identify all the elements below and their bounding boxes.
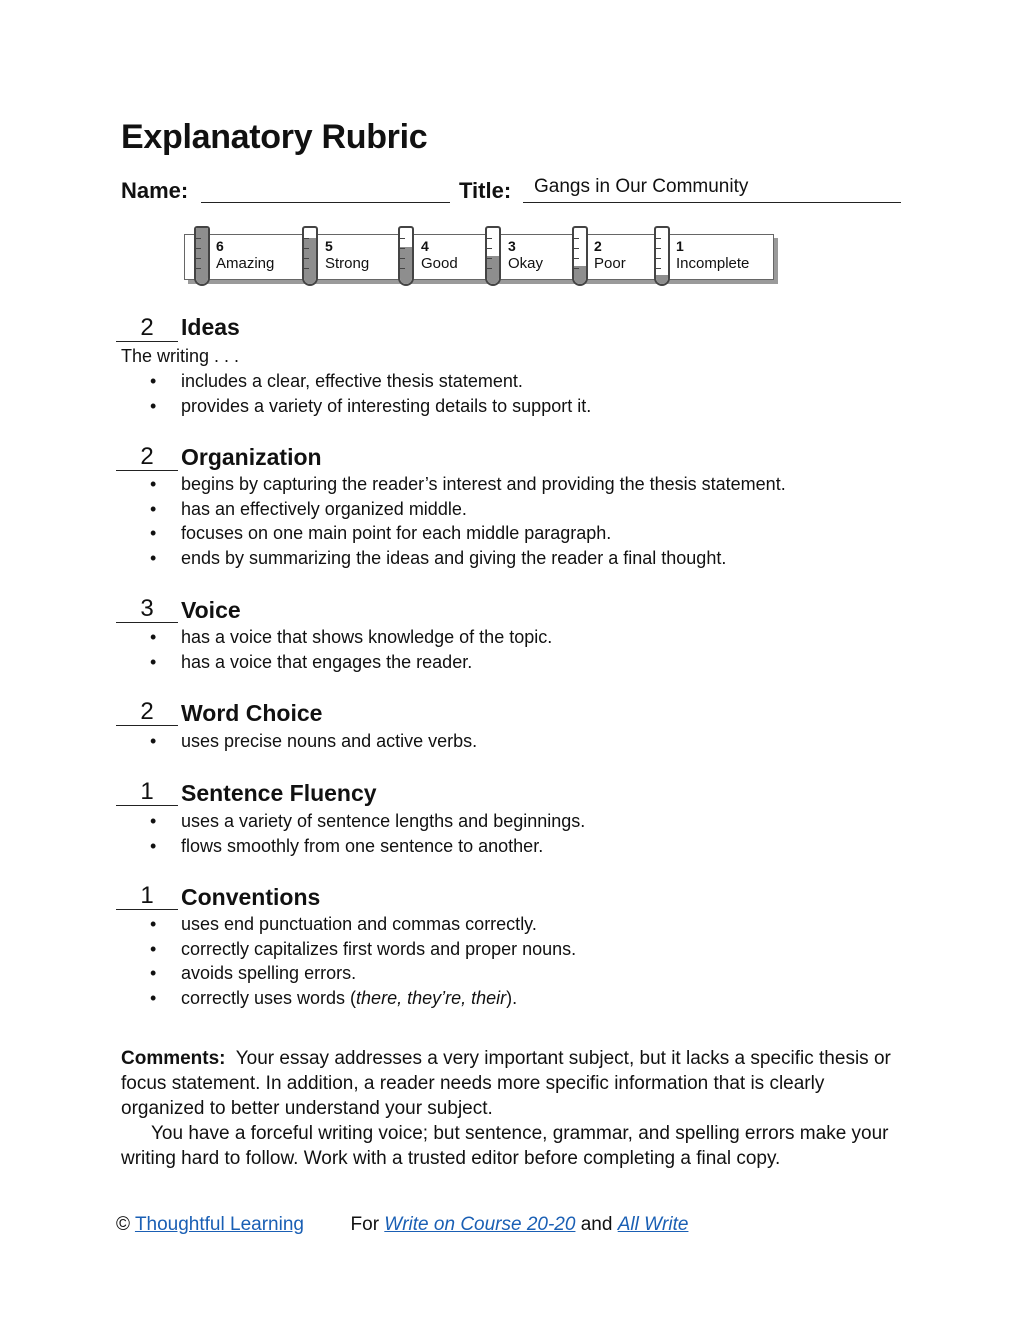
scale-item-5: 5 Strong xyxy=(325,238,370,272)
list-item: • focuses on one main point for each middle paragraph. xyxy=(148,521,786,546)
name-field[interactable] xyxy=(201,202,450,203)
publisher-link[interactable]: Thoughtful Learning xyxy=(134,1214,304,1235)
comments-block xyxy=(121,1046,901,1171)
list-item: • begins by capturing the reader’s interest and providing the thesis statement. xyxy=(148,472,786,497)
list-item: • has a voice that shows knowledge of the topic. xyxy=(148,625,552,650)
thermometer-icon-1 xyxy=(654,226,670,286)
thermometer-icon-3 xyxy=(485,226,501,286)
thermometer-icon-6 xyxy=(194,226,210,286)
comments-paragraph-1 xyxy=(121,1046,901,1121)
thermometer-icon-4 xyxy=(398,226,414,286)
comments-label: Comments: xyxy=(121,1048,226,1069)
list-item: • uses end punctuation and commas correctly. xyxy=(148,912,576,937)
scale-item-3: 3 Okay xyxy=(508,238,544,272)
copyright-symbol: © xyxy=(116,1214,130,1235)
scale-item-2: 2 Poor xyxy=(594,238,626,272)
title-label: Title: xyxy=(459,178,512,203)
score-word-choice[interactable]: 2 xyxy=(116,699,178,726)
section-title-conventions: Conventions xyxy=(181,884,321,910)
conventions-list xyxy=(148,912,576,1010)
score-ideas[interactable]: 2 xyxy=(116,315,178,342)
name-label: Name: xyxy=(121,178,189,203)
voice-list xyxy=(148,625,552,674)
section-title-sentence-fluency: Sentence Fluency xyxy=(181,780,377,806)
score-sentence-fluency[interactable]: 1 xyxy=(116,779,178,806)
section-title-voice: Voice xyxy=(181,597,241,623)
title-field[interactable] xyxy=(523,202,901,203)
section-title-ideas: Ideas xyxy=(181,314,240,340)
list-item xyxy=(148,986,576,1011)
list-item: • ends by summarizing the ideas and giving the reader a final thought. xyxy=(148,546,786,571)
score-voice[interactable]: 3 xyxy=(116,596,178,623)
footer-for-text: For xyxy=(350,1214,380,1235)
thermometer-icon-2 xyxy=(572,226,588,286)
list-item: • provides a variety of interesting details to support it. xyxy=(148,394,591,419)
book-link-write-on-course[interactable]: Write on Course 20-20 xyxy=(384,1214,576,1235)
book-link-all-write[interactable]: All Write xyxy=(617,1214,689,1235)
list-item: • avoids spelling errors. xyxy=(148,961,576,986)
list-item-end: ). xyxy=(506,987,518,1008)
list-item: • uses a variety of sentence lengths and beginnings. xyxy=(148,809,585,834)
footer-and-text: and xyxy=(580,1214,613,1235)
list-item: • has a voice that engages the reader. xyxy=(148,650,552,675)
word-choice-list xyxy=(148,729,477,754)
page-title: Explanatory Rubric xyxy=(121,118,428,156)
section-title-organization: Organization xyxy=(181,444,322,470)
list-item: • has an effectively organized middle. xyxy=(148,497,786,522)
score-conventions[interactable]: 1 xyxy=(116,883,178,910)
section-title-word-choice: Word Choice xyxy=(181,700,323,726)
thermometer-icon-5 xyxy=(302,226,318,286)
scale-item-1: 1 Incomplete xyxy=(676,238,750,272)
score-organization[interactable]: 2 xyxy=(116,444,178,471)
rating-scale xyxy=(180,226,780,290)
list-item: • includes a clear, effective thesis statement. xyxy=(148,369,591,394)
sentence-fluency-list xyxy=(148,809,585,858)
ideas-list xyxy=(148,369,591,418)
comments-text-1: Your essay addresses a very important subject, but it lacks a specific thesis or focus statement. In addition, a reader needs more specific information that is clearly organized to better understand your subject. xyxy=(121,1048,891,1119)
scale-item-6: 6 Amazing xyxy=(216,238,275,272)
list-item: • flows smoothly from one sentence to another. xyxy=(148,834,585,859)
list-item: • correctly capitalizes first words and proper nouns. xyxy=(148,937,576,962)
comments-paragraph-2: You have a forceful writing voice; but sentence, grammar, and spelling errors make your writing hard to follow. Work with a trusted editor before completing a final copy. xyxy=(121,1123,889,1169)
ideas-intro: The writing . . . xyxy=(121,346,240,366)
title-value: Gangs in Our Community xyxy=(534,176,749,197)
list-item: • uses precise nouns and active verbs. xyxy=(148,729,477,754)
footer xyxy=(116,1214,688,1236)
list-item-italic: there, they’re, their xyxy=(356,987,507,1008)
organization-list xyxy=(148,472,786,570)
list-item-text: correctly uses words ( xyxy=(181,987,357,1008)
scale-item-4: 4 Good xyxy=(421,238,458,272)
